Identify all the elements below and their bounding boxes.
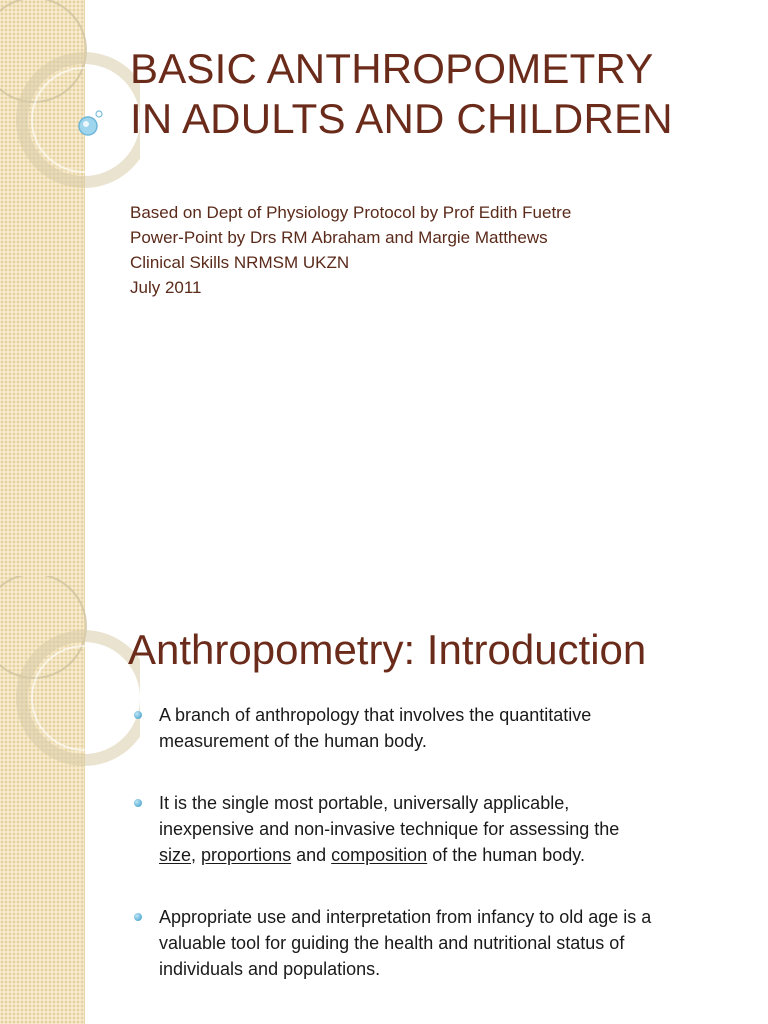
slide-subtitle: [130, 200, 750, 300]
separator: and: [291, 845, 332, 865]
bullet-text-line: It is the single most portable, universally applicable,: [159, 793, 570, 813]
term-proportions: proportions: [201, 845, 292, 865]
bullet-text-line: individuals and populations.: [159, 959, 381, 979]
term-composition: composition: [331, 845, 428, 865]
term-size: size: [159, 845, 192, 865]
bullet-dot-icon: [134, 913, 142, 921]
bullet-item: [130, 790, 760, 868]
subtitle-line: Based on Dept of Physiology Protocol by Prof Edith Fuetre: [130, 203, 572, 222]
decorative-rings-graphic: [0, 0, 140, 260]
bullet-item: [130, 904, 760, 982]
bullet-item: [130, 702, 760, 754]
title-line-1: BASIC ANTHROPOMETRY: [130, 45, 654, 92]
bullet-list: [130, 702, 760, 1018]
decorative-rings-graphic: [0, 576, 140, 776]
bullet-text-tail: of the human body.: [427, 845, 585, 865]
bullet-text-line: inexpensive and non-invasive technique for assessing the: [159, 819, 620, 839]
bullet-text-line: Appropriate use and interpretation from infancy to old age is a: [159, 907, 652, 927]
bullet-dot-icon: [134, 799, 142, 807]
bullet-text-line: [159, 842, 760, 868]
content-slide: [0, 576, 768, 1024]
bullet-text-line: measurement of the human body.: [159, 731, 427, 751]
slide-title: Anthropometry: Introduction: [128, 626, 647, 673]
separator: ,: [191, 845, 202, 865]
bullet-text-line: A branch of anthropology that involves the quantitative: [159, 705, 592, 725]
slide-title: [130, 44, 750, 144]
bullet-text-line: valuable tool for guiding the health and nutritional status of: [159, 933, 625, 953]
subtitle-line: July 2011: [130, 278, 202, 297]
subtitle-line: Clinical Skills NRMSM UKZN: [130, 253, 350, 272]
title-line-2: IN ADULTS AND CHILDREN: [130, 95, 673, 142]
subtitle-line: Power-Point by Drs RM Abraham and Margie Matthews: [130, 228, 548, 247]
bullet-dot-icon: [134, 711, 142, 719]
